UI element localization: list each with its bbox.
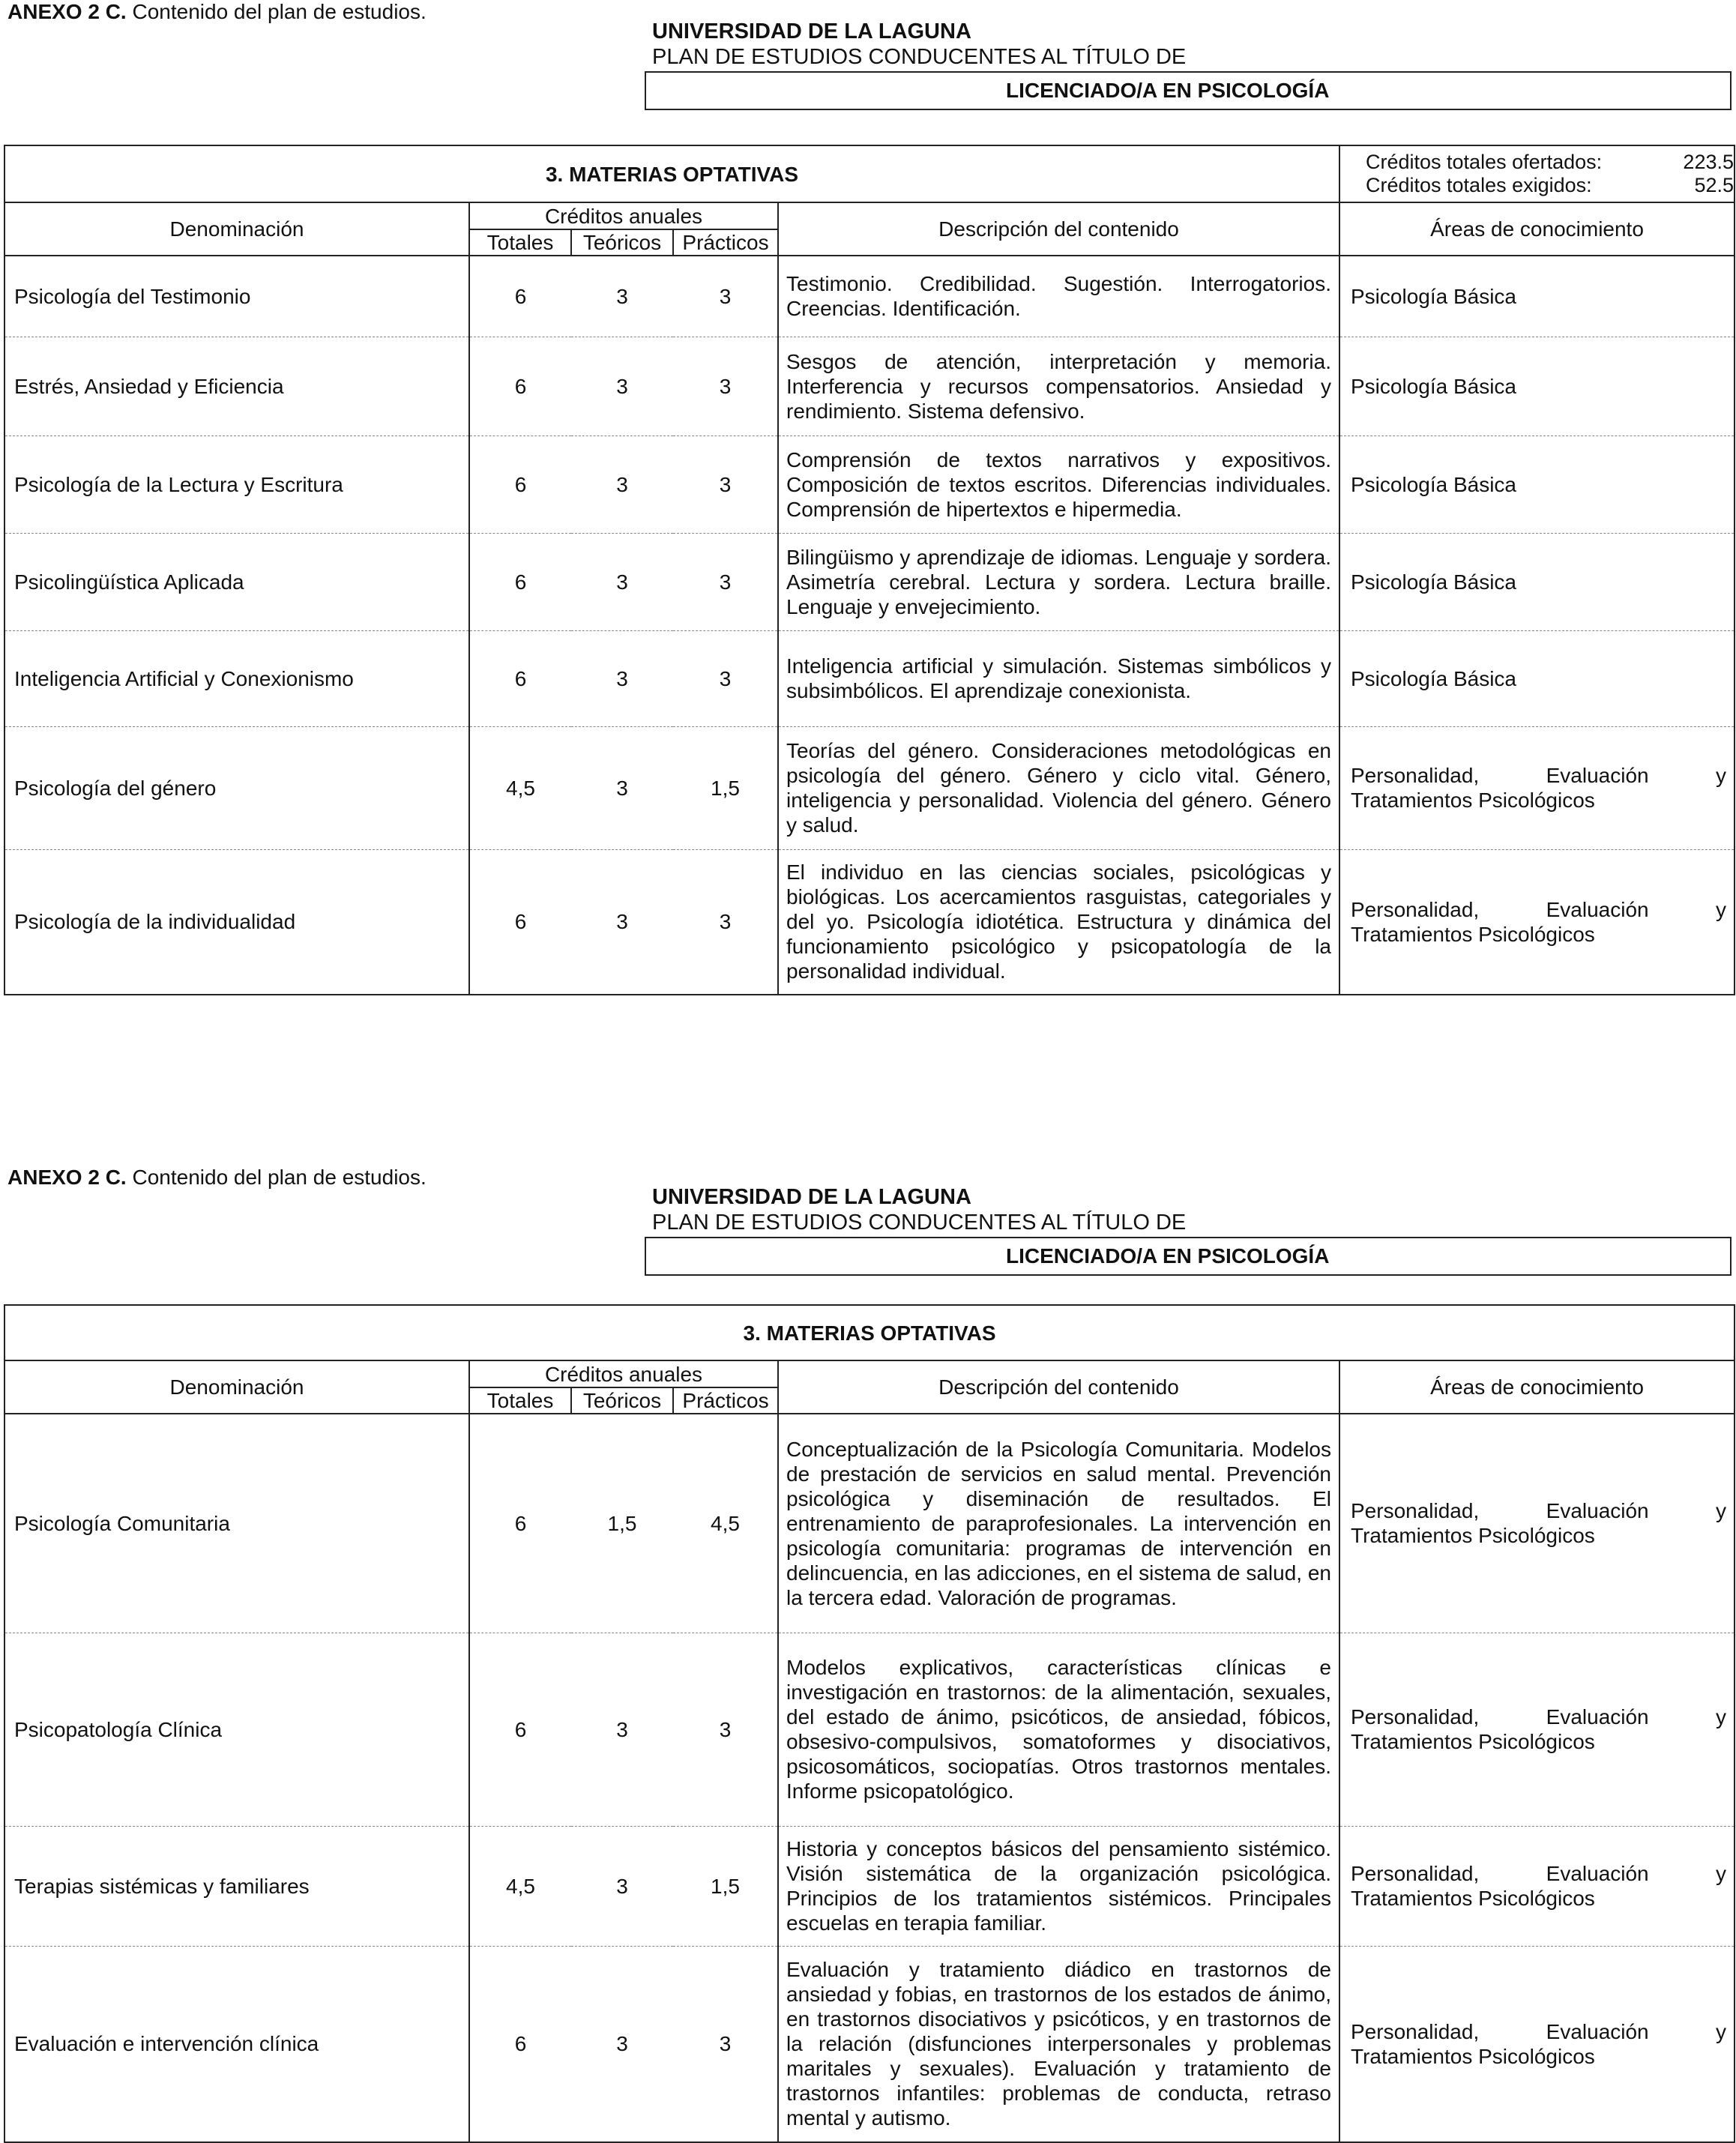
- degree-title: LICENCIADO/A EN PSICOLOGÍA: [1006, 79, 1330, 102]
- credits-theoretical: 3: [571, 726, 673, 849]
- knowledge-area: Psicología Básica: [1339, 533, 1735, 630]
- subject-description: Conceptualización de la Psicología Comunitaria. Modelos de prestación de servicios en salud mental. Prevención psicológica y diseminación de resultados. El entrenamiento de paraprofesionales. La intervención en psicología comunitaria: programas de intervención en delincuencia, en las adicciones, en el sistema de salud, en la tercera edad. Valoración de programas.: [778, 1414, 1339, 1633]
- credits-theoretical: 1,5: [571, 1414, 673, 1633]
- table-row: [4, 256, 1735, 337]
- credits-summary: [1339, 145, 1735, 202]
- credits-total: 6: [469, 849, 571, 995]
- credits-theoretical: 3: [571, 435, 673, 533]
- credits-total: 6: [469, 630, 571, 726]
- col-header-total: Totales: [469, 229, 571, 256]
- subject-description: Comprensión de textos narrativos y expositivos. Composición de textos escritos. Diferencias individuales. Comprensión de hipertextos e hipermedia.: [778, 435, 1339, 533]
- table-row: [4, 435, 1735, 533]
- table-row: [4, 630, 1735, 726]
- degree-box: [645, 71, 1732, 110]
- credits-practical: 3: [673, 849, 778, 995]
- subject-name: Psicolingüística Aplicada: [4, 533, 469, 630]
- subject-name: Estrés, Ansiedad y Eficiencia: [4, 337, 469, 435]
- knowledge-area: Psicología Básica: [1339, 630, 1735, 726]
- credits-practical: 3: [673, 435, 778, 533]
- subject-name: Psicología del género: [4, 726, 469, 849]
- knowledge-area: Personalidad, Evaluación y Tratamientos Psicológicos: [1339, 726, 1735, 849]
- table-row: [4, 726, 1735, 849]
- optional-subjects-table: [4, 145, 1735, 995]
- subject-name: Evaluación e intervención clínica: [4, 1946, 469, 2142]
- optional-subjects-table: [4, 1304, 1735, 2143]
- col-header-theoretical: Teóricos: [571, 229, 673, 256]
- section-title: 3. MATERIAS OPTATIVAS: [4, 145, 1339, 202]
- subject-description: Modelos explicativos, características clínicas e investigación en trastornos: de la alimentación, sexuales, del estado de ánimo, psicóticos, de ansiedad, fóbicos, obsesivo-compulsivos, somatoformes y disociativos, psicosomáticos, sociopatías. Otros trastornos mentales. Informe psicopatológico.: [778, 1633, 1339, 1826]
- subject-name: Psicología Comunitaria: [4, 1414, 469, 1633]
- subject-name: Psicología del Testimonio: [4, 256, 469, 337]
- credits-total: 6: [469, 435, 571, 533]
- subject-description: Bilingüismo y aprendizaje de idiomas. Lenguaje y sordera. Asimetría cerebral. Lectura y sordera. Lectura braille. Lenguaje y envejecimiento.: [778, 533, 1339, 630]
- credits-practical: 3: [673, 1946, 778, 2142]
- credits-practical: 3: [673, 533, 778, 630]
- col-header-practical: Prácticos: [673, 229, 778, 256]
- annex-heading: ANEXO 2 C. Contenido del plan de estudios.: [7, 1166, 427, 1189]
- col-header-description: Descripción del contenido: [778, 202, 1339, 256]
- table-row: [4, 1826, 1735, 1946]
- credits-total: 6: [469, 1633, 571, 1826]
- credits-theoretical: 3: [571, 337, 673, 435]
- subject-description: Testimonio. Credibilidad. Sugestión. Interrogatorios. Creencias. Identificación.: [778, 256, 1339, 337]
- col-header-areas: Áreas de conocimiento: [1339, 202, 1735, 256]
- section-title: 3. MATERIAS OPTATIVAS: [4, 1305, 1735, 1360]
- university-name: UNIVERSIDAD DE LA LAGUNA: [652, 19, 971, 43]
- col-header-credits: Créditos anuales: [469, 202, 778, 229]
- knowledge-area: Personalidad, Evaluación y Tratamientos Psicológicos: [1339, 1633, 1735, 1826]
- credits-practical: 4,5: [673, 1414, 778, 1633]
- subject-description: Historia y conceptos básicos del pensamiento sistémico. Visión sistemática de la organización psicológica. Principios de los tratamientos sistémicos. Principales escuelas en terapia familiar.: [778, 1826, 1339, 1946]
- table-row: [4, 849, 1735, 995]
- knowledge-area: Personalidad, Evaluación y Tratamientos Psicológicos: [1339, 1414, 1735, 1633]
- credits-total: 6: [469, 1946, 571, 2142]
- credits-total: 6: [469, 256, 571, 337]
- credits-total: 6: [469, 1414, 571, 1633]
- knowledge-area: Psicología Básica: [1339, 337, 1735, 435]
- credits-theoretical: 3: [571, 533, 673, 630]
- table-row: [4, 533, 1735, 630]
- col-header-areas: Áreas de conocimiento: [1339, 1360, 1735, 1414]
- col-header-theoretical: Teóricos: [571, 1387, 673, 1414]
- credits-total: 6: [469, 337, 571, 435]
- annex-heading: ANEXO 2 C. Contenido del plan de estudios.: [7, 0, 427, 23]
- credits-offered-value: 223.5: [1683, 151, 1734, 173]
- table-row: [4, 1633, 1735, 1826]
- credits-required-value: 52.5: [1694, 174, 1734, 196]
- knowledge-area: Personalidad, Evaluación y Tratamientos Psicológicos: [1339, 1946, 1735, 2142]
- credits-practical: 3: [673, 256, 778, 337]
- subject-description: Evaluación y tratamiento diádico en trastornos de ansiedad y fobias, en trastornos de los estados de ánimo, en trastornos disociativos y psicóticos, y en trastornos de la relación (disfunciones interpersonales y problemas maritales y sexuales). Evaluación y tratamiento de trastornos infantiles: problemas de conducta, retraso mental y autismo.: [778, 1946, 1339, 2142]
- credits-practical: 3: [673, 630, 778, 726]
- col-header-name: Denominación: [4, 1360, 469, 1414]
- plan-title: PLAN DE ESTUDIOS CONDUCENTES AL TÍTULO DE: [652, 1211, 1187, 1235]
- credits-theoretical: 3: [571, 256, 673, 337]
- col-header-name: Denominación: [4, 202, 469, 256]
- credits-theoretical: 3: [571, 1633, 673, 1826]
- credits-practical: 1,5: [673, 726, 778, 849]
- subject-name: Terapias sistémicas y familiares: [4, 1826, 469, 1946]
- subject-description: El individuo en las ciencias sociales, psicológicas y biológicas. Los acercamientos rasguistas, categoriales y del yo. Psicología idiotética. Estructura y dinámica del funcionamiento psicológico y psicopatología de la personalidad individual.: [778, 849, 1339, 995]
- table-row: [4, 1414, 1735, 1633]
- credits-total: 4,5: [469, 726, 571, 849]
- subject-name: Psicología de la Lectura y Escritura: [4, 435, 469, 533]
- credits-practical: 3: [673, 337, 778, 435]
- plan-title: PLAN DE ESTUDIOS CONDUCENTES AL TÍTULO DE: [652, 45, 1187, 69]
- knowledge-area: Personalidad, Evaluación y Tratamientos Psicológicos: [1339, 849, 1735, 995]
- credits-total: 6: [469, 533, 571, 630]
- subject-name: Inteligencia Artificial y Conexionismo: [4, 630, 469, 726]
- col-header-description: Descripción del contenido: [778, 1360, 1339, 1414]
- credits-offered-label: Créditos totales ofertados:: [1366, 151, 1603, 173]
- credits-theoretical: 3: [571, 1826, 673, 1946]
- credits-practical: 3: [673, 1633, 778, 1826]
- col-header-total: Totales: [469, 1387, 571, 1414]
- table-row: [4, 337, 1735, 435]
- subject-name: Psicología de la individualidad: [4, 849, 469, 995]
- subject-description: Sesgos de atención, interpretación y memoria. Interferencia y recursos compensatorios. Ansiedad y rendimiento. Sistema defensivo.: [778, 337, 1339, 435]
- col-header-credits: Créditos anuales: [469, 1360, 778, 1387]
- credits-total: 4,5: [469, 1826, 571, 1946]
- credits-required-label: Créditos totales exigidos:: [1366, 174, 1592, 196]
- knowledge-area: Psicología Básica: [1339, 256, 1735, 337]
- subject-description: Teorías del género. Consideraciones metodológicas en psicología del género. Género y ciclo vital. Género, inteligencia y personalidad. Violencia del género. Género y salud.: [778, 726, 1339, 849]
- degree-title: LICENCIADO/A EN PSICOLOGÍA: [1006, 1244, 1330, 1268]
- university-name: UNIVERSIDAD DE LA LAGUNA: [652, 1185, 971, 1209]
- credits-theoretical: 3: [571, 849, 673, 995]
- degree-box: [645, 1237, 1732, 1276]
- credits-theoretical: 3: [571, 1946, 673, 2142]
- credits-practical: 1,5: [673, 1826, 778, 1946]
- credits-theoretical: 3: [571, 630, 673, 726]
- subject-name: Psicopatología Clínica: [4, 1633, 469, 1826]
- col-header-practical: Prácticos: [673, 1387, 778, 1414]
- knowledge-area: Personalidad, Evaluación y Tratamientos Psicológicos: [1339, 1826, 1735, 1946]
- table-row: [4, 1946, 1735, 2142]
- subject-description: Inteligencia artificial y simulación. Sistemas simbólicos y subsimbólicos. El aprendizaje conexionista.: [778, 630, 1339, 726]
- knowledge-area: Psicología Básica: [1339, 435, 1735, 533]
